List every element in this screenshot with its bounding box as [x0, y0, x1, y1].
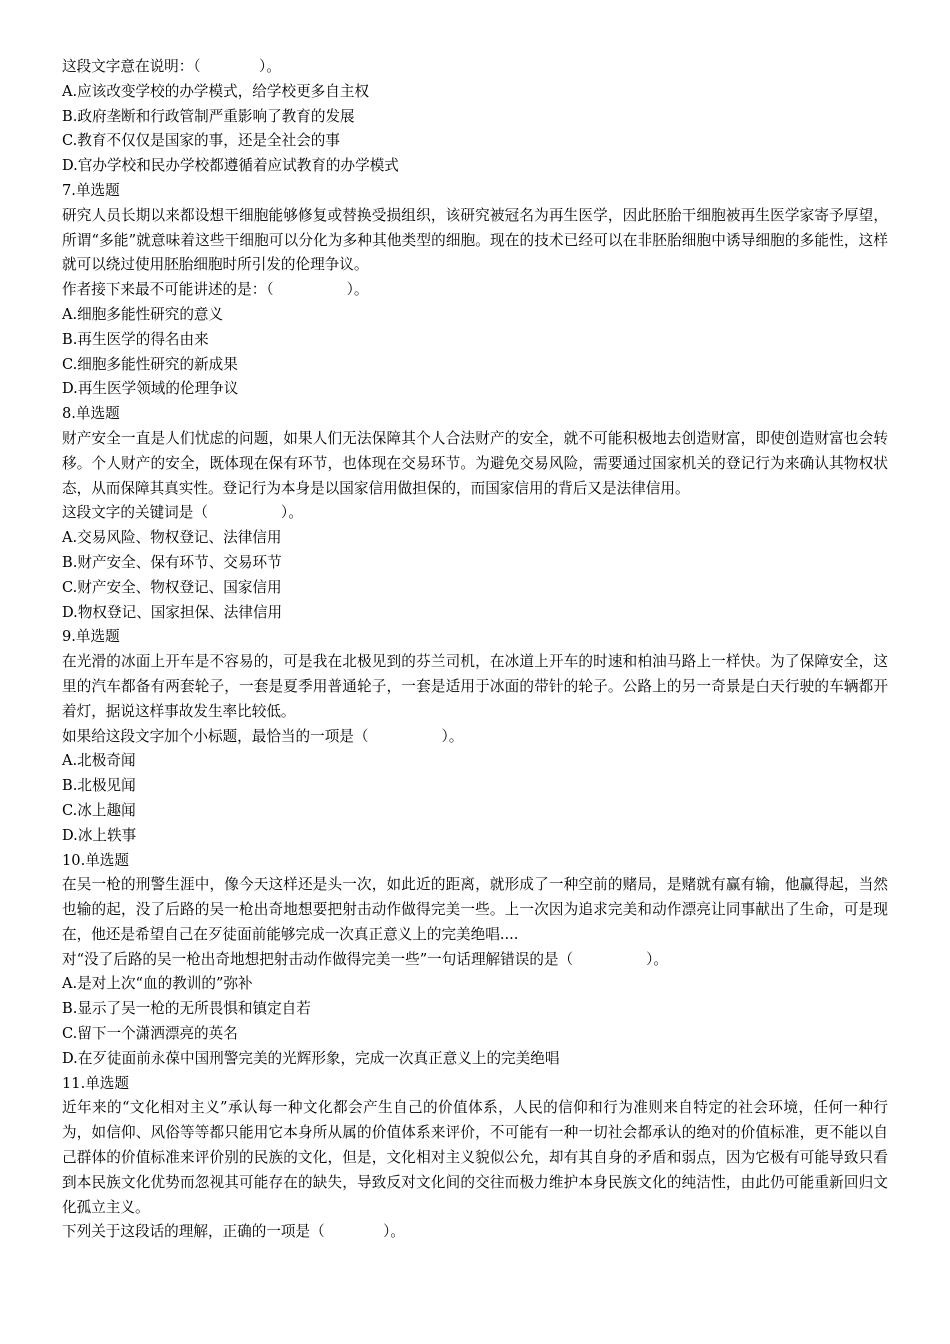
question-stem: 这段文字的关键词是（ ）。 [62, 504, 303, 522]
option-c: C.留下一个潇洒漂亮的英名 [62, 1025, 238, 1043]
question-10 [62, 849, 888, 1072]
option-a: A.北极奇闻 [62, 752, 136, 770]
question-stem: 作者接下来最不可能讲述的是：（ ）。 [62, 281, 369, 299]
option-b: B.财产安全、保有环节、交易环节 [62, 553, 282, 571]
option-b: B.政府垄断和行政管制严重影响了教育的发展 [62, 107, 355, 125]
question-header: 7.单选题 [62, 181, 120, 199]
question-passage: 研究人员长期以来都设想干细胞能够修复或替换受损组织，该研究被冠名为再生医学，因此胚胎干细胞被再生医学家寄予厚望，所谓“多能”就意味着这些干细胞可以分化为多种其他类型的细胞。现在的技术已经可以在非胚胎细胞中诱导细胞的多能性，这样就可以绕过使用胚胎细胞时所引发的伦理争议。 [62, 206, 888, 274]
option-d: D.官办学校和民办学校都遵循着应试教育的办学模式 [62, 157, 399, 175]
option-c: C.冰上趣闻 [62, 801, 136, 819]
option-a: A.交易风险、物权登记、法律信用 [62, 529, 282, 547]
option-c: C.财产安全、物权登记、国家信用 [62, 578, 282, 596]
option-d: D.再生医学领域的伦理争议 [62, 380, 239, 398]
question-passage: 近年来的“文化相对主义”承认每一种文化都会产生自己的价值体系，人民的信仰和行为准则来自特定的社会环境，任何一种行为，如信仰、风俗等等都只能用它本身所从属的价值体系来评价，不可能有一种一切社会都承认的绝对的价值标准，更不能以自己群体的价值标准来评价别的民族的文化，但是，文化相对主义貌似公允，却有其自身的矛盾和弱点，因为它极有可能导致只看到本民族文化优势而忽视其可能存在的缺失，导致反对文化间的交往而极力维护本身民族文化的纯洁性，由此仍可能重新回归文化孤立主义。 [62, 1099, 888, 1216]
option-c: C.细胞多能性研究的新成果 [62, 355, 238, 373]
question-passage: 财产安全一直是人们忧虑的问题，如果人们无法保障其个人合法财产的安全，就不可能积极地去创造财富，即使创造财富也会转移。个人财产的安全，既体现在保有环节，也体现在交易环节。为避免交易风险，需要通过国家机关的登记行为来确认其物权状态，从而保障其真实性。登记行为本身是以国家信用做担保的，而国家信用的背后又是法律信用。 [62, 429, 888, 497]
question-8 [62, 402, 888, 625]
option-d: D.物权登记、国家担保、法律信用 [62, 603, 283, 621]
option-a: A.应该改变学校的办学模式，给学校更多自主权 [62, 82, 370, 100]
question-header: 9.单选题 [62, 628, 120, 646]
question-stem: 下列关于这段话的理解，正确的一项是（ ）。 [62, 1223, 405, 1241]
question-6-tail [62, 55, 888, 179]
option-b: B.北极见闻 [62, 777, 136, 795]
question-stem: 这段文字意在说明：（ ）。 [62, 58, 281, 75]
question-stem: 如果给这段文字加个小标题，最恰当的一项是（ ）。 [62, 727, 464, 745]
option-b: B.显示了吴一枪的无所畏惧和镇定自若 [62, 1000, 311, 1018]
question-7 [62, 179, 888, 402]
question-header: 8.单选题 [62, 405, 120, 423]
question-passage: 在光滑的冰面上开车是不容易的，可是我在北极见到的芬兰司机，在冰道上开车的时速和柏油马路上一样快。为了保障安全，这里的汽车都备有两套轮子，一套是夏季用普通轮子，一套是适用于冰面的带针的轮子。公路上的另一奇景是白天行驶的车辆都开着灯，据说这样事故发生率比较低。 [62, 653, 888, 720]
question-header: 10.单选题 [62, 851, 129, 869]
option-c: C.教育不仅仅是国家的事，还是全社会的事 [62, 132, 340, 150]
option-a: A.细胞多能性研究的意义 [62, 305, 224, 323]
question-9 [62, 625, 888, 848]
option-d: D.在歹徒面前永葆中国刑警完美的光辉形象，完成一次真正意义上的完美绝唱 [62, 1049, 560, 1067]
question-stem: 对“没了后路的吴一枪出奇地想把射击动作做得完美一些”一句话理解错误的是（ ）。 [62, 950, 668, 968]
question-header: 11.单选题 [62, 1074, 129, 1092]
option-d: D.冰上轶事 [62, 826, 137, 844]
question-passage: 在吴一枪的刑警生涯中，像今天这样还是头一次，如此近的距离，就形成了一种空前的赌局，是赌就有赢有输，他赢得起，当然也输的起，没了后路的吴一枪出奇地想要把射击动作做得完美一些。上一次因为追求完美和动作漂亮让同事献出了生命，可是现在，他还是希望自己在歹徒面前能够完成一次真正意义上的完美绝唱.... [62, 876, 888, 943]
question-11 [62, 1072, 888, 1246]
option-a: A.是对上次“血的教训的”弥补 [62, 975, 253, 993]
option-b: B.再生医学的得名由来 [62, 330, 209, 348]
